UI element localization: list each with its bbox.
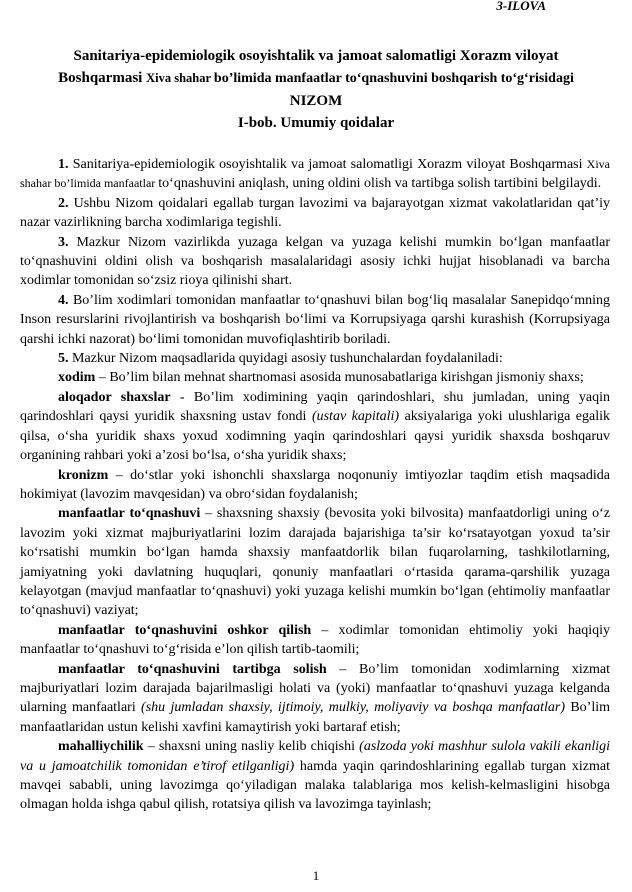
text-run: 1. bbox=[58, 157, 73, 172]
text-run: Mazkur Nizom maqsadlarida quyidagi asosiy tushunchalardan foydalaniladi: bbox=[72, 351, 503, 367]
text-run: Bo’lim xodimlari tomonidan manfaatlar toʻqnashuvi bilan bogʻliq masalalar Sanepidqoʻmning Inson resurslarini rivojlantirish va boshqarish boʻlimi va Korrupsiyaga qarshi kurashish (Korrupsiyaga qarshi ichki nazorat) boʻlimi tomonidan muvofiqlashtirib boriladi. bbox=[20, 292, 610, 347]
chapter-heading: I-bob. Umumiy qoidalar bbox=[237, 115, 395, 131]
text-run: manfaatlar toʻqnashuvini tartibga solish bbox=[58, 661, 327, 677]
text-run: – Bo’lim tomonidan xodimlarning xizmat majburiyatlari lozim darajada bajarilmasligi holati va (yoki) manfaatlar toʻqnashuvi yuzaga kelganda ularning manfaatlari bbox=[20, 661, 610, 716]
text-run: Mazkur Nizom vazirlikda yuzaga kelgan va yuzaga kelishi mumkin boʻlgan manfaatlar toʻqnashuvini oldini olish va boshqarish masalalaridagi asosiy ichki hujjat hisoblanadi va barcha xodimlar tomonidan soʻzsiz rioya qilinishi shart. bbox=[20, 234, 610, 289]
text-run: mahalliychilik bbox=[58, 739, 144, 755]
text-run: – doʻstlar yoki ishonchli shaxslarga noqonuniy imtiyozlar taqdim etish maqsadida hokimiyat (lavozim mavqesidan) va obroʻsidan foydalanish; bbox=[20, 467, 610, 502]
definition-mahalliychilik bbox=[20, 737, 610, 815]
text-run: – shaxsni uning nasliy kelib chiqishi bbox=[143, 739, 360, 755]
text-run: - Bo’lim xodimining yaqin qarindoshlari, shu jumladan, uning yaqin qarindoshlari qaysi yuridik shaxsning ustav fondi bbox=[20, 389, 610, 425]
clause-3 bbox=[20, 233, 610, 291]
definition-oshkor-qilish bbox=[20, 621, 610, 660]
text-run: (aslzoda yoki mashhur sulola vakili ekanligi va u jamoatchilik tomonidan e’tirof etilganligi) bbox=[20, 739, 611, 774]
title-line-1: Sanitariya-epidemiologik osoyishtalik va jamoat salomatligi Xorazm viloyat bbox=[73, 48, 559, 64]
appendix-label: 3-ILOVA bbox=[496, 0, 546, 13]
text-run: 4. bbox=[58, 292, 73, 308]
definition-aloqador-shaxslar bbox=[20, 388, 610, 466]
title-doc-type: NIZOM bbox=[289, 93, 343, 109]
clause-1 bbox=[20, 155, 610, 194]
text-run: Boshqarmasi bbox=[58, 70, 147, 86]
clause-5 bbox=[20, 349, 610, 368]
text-run: manfaatlar toʻqnashuvini oshkor qilish bbox=[58, 622, 312, 638]
text-run: Xiva shahar bo’limida manfaatlar bbox=[20, 157, 610, 191]
definition-xodim bbox=[20, 368, 610, 387]
text-run: Bo’lim manfaatlaridan ustun kelishi xavfini kamaytirish yoki bartaraf etish; bbox=[20, 700, 610, 735]
definition-manfaatlar-toqnashuvi bbox=[20, 504, 610, 620]
page-number: 1 bbox=[312, 868, 320, 883]
clause-2 bbox=[20, 194, 610, 233]
text-run: hamda yaqin qarindoshlarining egallab turgan xizmat mavqei sababli, uning lavozimga qoʻyiladigan malaka talablariga mos kelish-kelmasligini hisobga olmagan holda ishga qabul qilish, rotatsiya qilish va lavozimga tayinlash; bbox=[20, 758, 610, 813]
text-run: aksiyalariga yoki ulushlariga egalik qilsa, oʻsha yuridik shaxs yoxud xodimning yaqin qarindoshlari qaysi yuridik shaxsda boshqaruv organining rahbari yoki a’zosi boʻlsa, oʻsha yuridik shaxs; bbox=[20, 409, 611, 464]
text-run: toʻqnashuvini aniqlash, uning oldini olish va tartibga solish tartibini belgilaydi. bbox=[158, 176, 602, 192]
text-run: 3. bbox=[58, 234, 77, 250]
text-run: Sanitariya-epidemiologik osoyishtalik va jamoat salomatligi Xorazm viloyat Boshqarmasi bbox=[72, 157, 587, 172]
text-run: 2. bbox=[58, 195, 74, 211]
text-run: – xodimlar tomonidan ehtimoliy yoki haqiqiy manfaatlar toʻqnashuvi toʻgʻrisida e’lon qilish tartib-taomili; bbox=[20, 622, 610, 658]
text-run: manfaatlar toʻqnashuvi bbox=[58, 506, 201, 522]
title-line-2 bbox=[0, 67, 632, 90]
text-run: (shu jumladan shaxsiy, ijtimoiy, mulkiy, moliyaviy va boshqa manfaatlar) bbox=[141, 700, 566, 716]
definition-kronizm bbox=[20, 466, 610, 505]
text-run: kronizm bbox=[58, 467, 109, 483]
clause-4 bbox=[20, 291, 610, 349]
text-run: (ustav kapitali) bbox=[311, 409, 400, 425]
document-title bbox=[0, 0, 632, 134]
text-run: Ushbu Nizom qoidalari egallab turgan lavozimi va bajarayotgan xizmat vakolatlaridan qat’iy nazar vazirlikning barcha xodimlariga tegishli. bbox=[20, 195, 610, 231]
definition-tartibga-solish bbox=[20, 660, 610, 738]
text-run: – shaxsning shaxsiy (bevosita yoki bilvosita) manfaatdorligi uning oʻz lavozim yoki xizmat majburiyatlarini lozim darajada bajarishiga ta’sir koʻrsatayotgan yoxud ta’sir koʻrsatishi mumkin boʻlgan hamda shaxsiy manfaatdorlik bilan fuqarolarning, tashkilotlarning, jamiyatning yoki davlatning huquqlari, qonuniy manfaatlari oʻrtasida qarama-qarshilik yuzaga kelayotgan (mavjud manfaatlar toʻqnashuvi) yoki yuzaga kelishi mumkin boʻlgan (ehtimoliy manfaatlar toʻqnashuvi) vaziyat; bbox=[20, 506, 610, 619]
text-run: – Bo’lim bilan mehnat shartnomasi asosida munosabatlariga kirishgan jismoniy shaxs; bbox=[95, 370, 584, 386]
text-run: aloqador shaxslar bbox=[58, 389, 171, 405]
text-run: xodim bbox=[58, 370, 96, 386]
document-body bbox=[20, 134, 610, 815]
text-run: Xiva shahar bbox=[146, 71, 214, 85]
text-run: bo’limida manfaatlar toʻqnashuvini boshqarish toʻgʻrisidagi bbox=[213, 71, 574, 86]
text-run: 5. bbox=[58, 351, 72, 367]
